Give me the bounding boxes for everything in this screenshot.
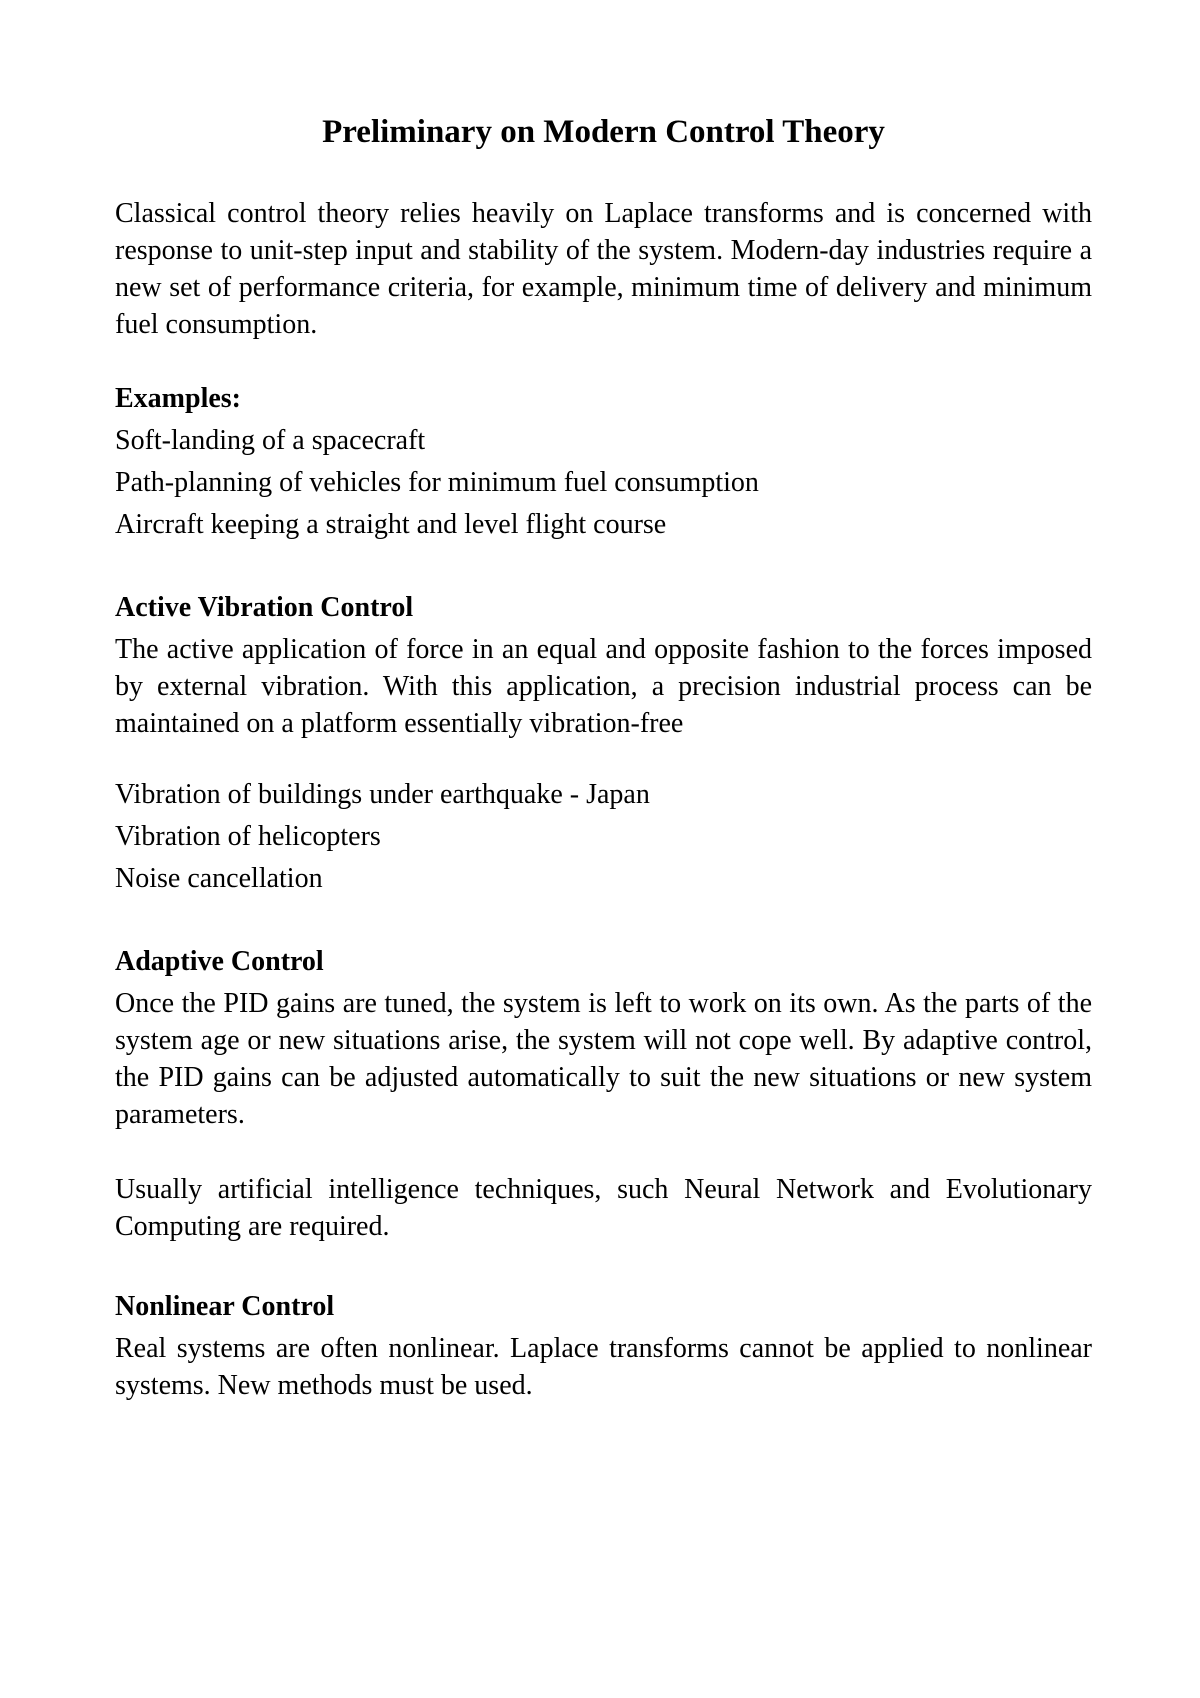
examples-item: Soft-landing of a spacecraft bbox=[115, 425, 426, 456]
adaptive-control-paragraph-2: Usually artificial intelligence techniques, such Neural Network and Evolutionary Computing are required. bbox=[115, 1174, 1092, 1242]
document-title: Preliminary on Modern Control Theory bbox=[322, 114, 885, 150]
adaptive-control-paragraph: Once the PID gains are tuned, the system is left to work on its own. As the parts of the system age or new situations arise, the system will not cope well. By adaptive control, the PID gains can be adjusted automatically to suit the new situations or new system parameters. bbox=[115, 988, 1092, 1130]
examples-item: Aircraft keeping a straight and level flight course bbox=[115, 509, 667, 540]
intro-paragraph: Classical control theory relies heavily on Laplace transforms and is concerned with response to unit-step input and stability of the system. Modern-day industries require a new set of performance criteria, for example, minimum time of delivery and minimum fuel consumption. bbox=[115, 198, 1092, 340]
nonlinear-control-heading: Nonlinear Control bbox=[115, 1291, 335, 1322]
active-vibration-item: Vibration of buildings under earthquake - Japan bbox=[115, 779, 650, 810]
examples-item: Path-planning of vehicles for minimum fuel consumption bbox=[115, 467, 759, 498]
active-vibration-item: Noise cancellation bbox=[115, 863, 323, 894]
active-vibration-item: Vibration of helicopters bbox=[115, 821, 381, 852]
examples-heading: Examples: bbox=[115, 383, 241, 414]
nonlinear-control-paragraph: Real systems are often nonlinear. Laplace transforms cannot be applied to nonlinear systems. New methods must be used. bbox=[115, 1333, 1092, 1401]
adaptive-control-heading: Adaptive Control bbox=[115, 946, 324, 977]
active-vibration-paragraph: The active application of force in an equal and opposite fashion to the forces imposed by external vibration. With this application, a precision industrial process can be maintained on a platform essentially vibration-free bbox=[115, 634, 1092, 739]
active-vibration-heading: Active Vibration Control bbox=[115, 592, 414, 623]
